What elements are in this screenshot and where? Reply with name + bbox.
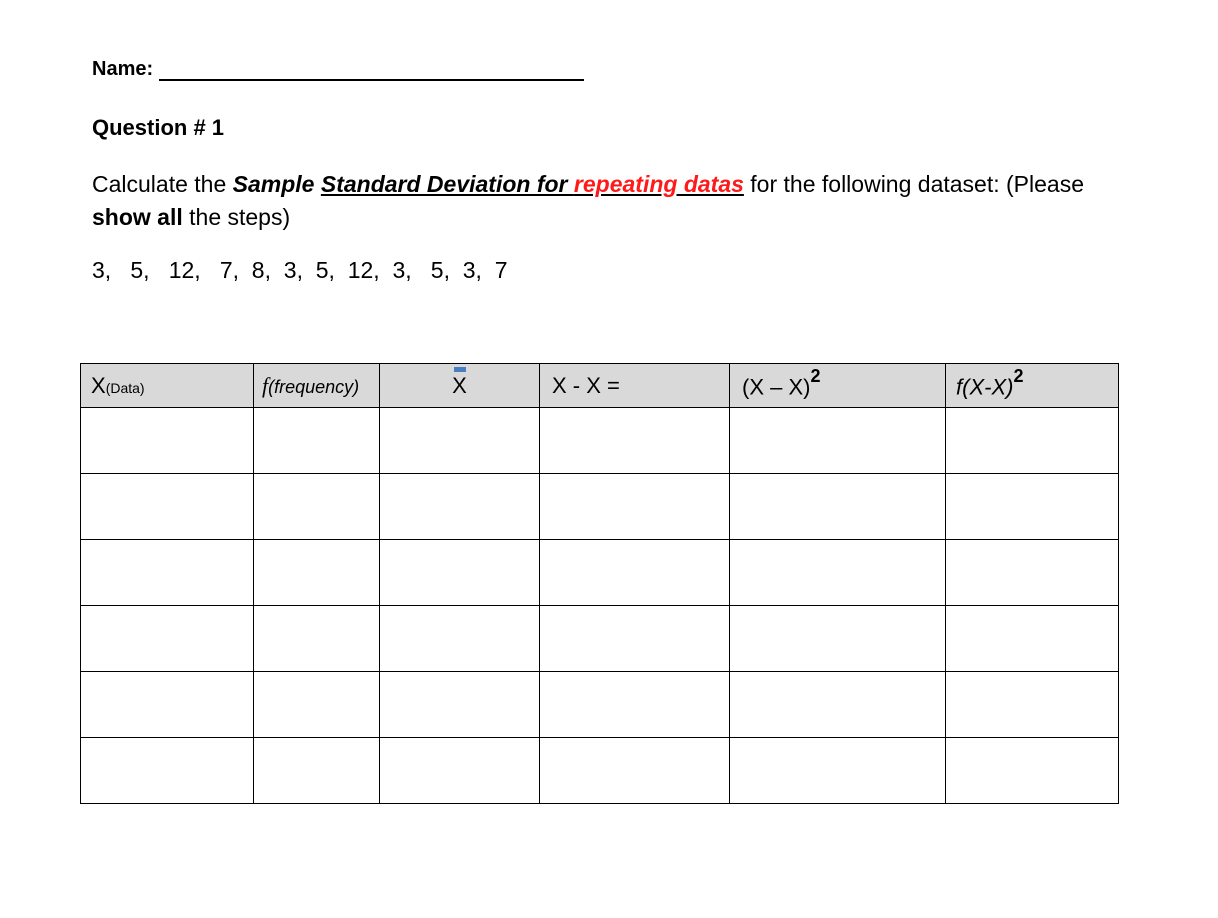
cell-frequency[interactable] [254,474,380,540]
cell-freq-squared-deviation[interactable] [946,540,1119,606]
question-instructions [92,168,1152,234]
cell-deviation[interactable] [540,738,730,804]
name-field [92,58,584,81]
cell-deviation[interactable] [540,672,730,738]
cell-data[interactable] [81,408,254,474]
table-row [81,408,1119,474]
cell-mean[interactable] [380,540,540,606]
cell-squared-deviation[interactable] [730,408,946,474]
cell-data[interactable] [81,474,254,540]
instructions-suffix: for the following dataset: (Please [743,171,1084,197]
cell-data[interactable] [81,738,254,804]
cell-squared-deviation[interactable] [730,474,946,540]
cell-frequency[interactable] [254,408,380,474]
cell-data[interactable] [81,672,254,738]
cell-data[interactable] [81,606,254,672]
cell-freq-squared-deviation[interactable] [946,672,1119,738]
table-header-row [81,364,1119,408]
standard-deviation-text: Standard Deviation for [320,171,574,197]
mean-bar-icon: X [452,372,467,398]
table-row [81,540,1119,606]
cell-deviation[interactable] [540,408,730,474]
cell-mean[interactable] [380,606,540,672]
steps-suffix: the steps) [182,204,291,230]
instructions-prefix: Calculate the [92,171,233,197]
show-all-text: show all [92,204,183,230]
cell-frequency[interactable] [254,540,380,606]
table-row [81,606,1119,672]
worksheet-table [80,363,1119,804]
repeating-datas-text: repeating datas [573,171,744,197]
header-mean [380,364,540,408]
cell-squared-deviation[interactable] [730,540,946,606]
dataset-values: 3, 5, 12, 7, 8, 3, 5, 12, 3, 5, 3, 7 [92,257,508,283]
question-title: Question # 1 [92,115,225,140]
cell-squared-deviation[interactable] [730,738,946,804]
cell-mean[interactable] [380,738,540,804]
cell-mean[interactable] [380,408,540,474]
cell-freq-squared-deviation[interactable] [946,606,1119,672]
header-freq-squared-deviation: $f(X-X)^2$ [946,364,1119,408]
name-blank-line[interactable] [159,59,584,81]
cell-freq-squared-deviation[interactable] [946,738,1119,804]
cell-frequency[interactable] [254,738,380,804]
cell-freq-squared-deviation[interactable] [946,408,1119,474]
cell-deviation[interactable] [540,540,730,606]
cell-freq-squared-deviation[interactable] [946,474,1119,540]
cell-squared-deviation[interactable] [730,672,946,738]
cell-mean[interactable] [380,672,540,738]
cell-mean[interactable] [380,474,540,540]
table-row [81,474,1119,540]
header-frequency: f(frequency) [254,364,380,408]
header-data: X(Data) [81,364,254,408]
sample-text: Sample [232,171,315,197]
table-row [81,738,1119,804]
cell-squared-deviation[interactable] [730,606,946,672]
cell-frequency[interactable] [254,672,380,738]
name-label: Name: [92,58,154,80]
cell-deviation[interactable] [540,474,730,540]
cell-deviation[interactable] [540,606,730,672]
cell-frequency[interactable] [254,606,380,672]
cell-data[interactable] [81,540,254,606]
header-deviation: X - X = [540,364,730,408]
header-squared-deviation: (X – X)$^2$ [730,364,946,408]
table-row [81,672,1119,738]
